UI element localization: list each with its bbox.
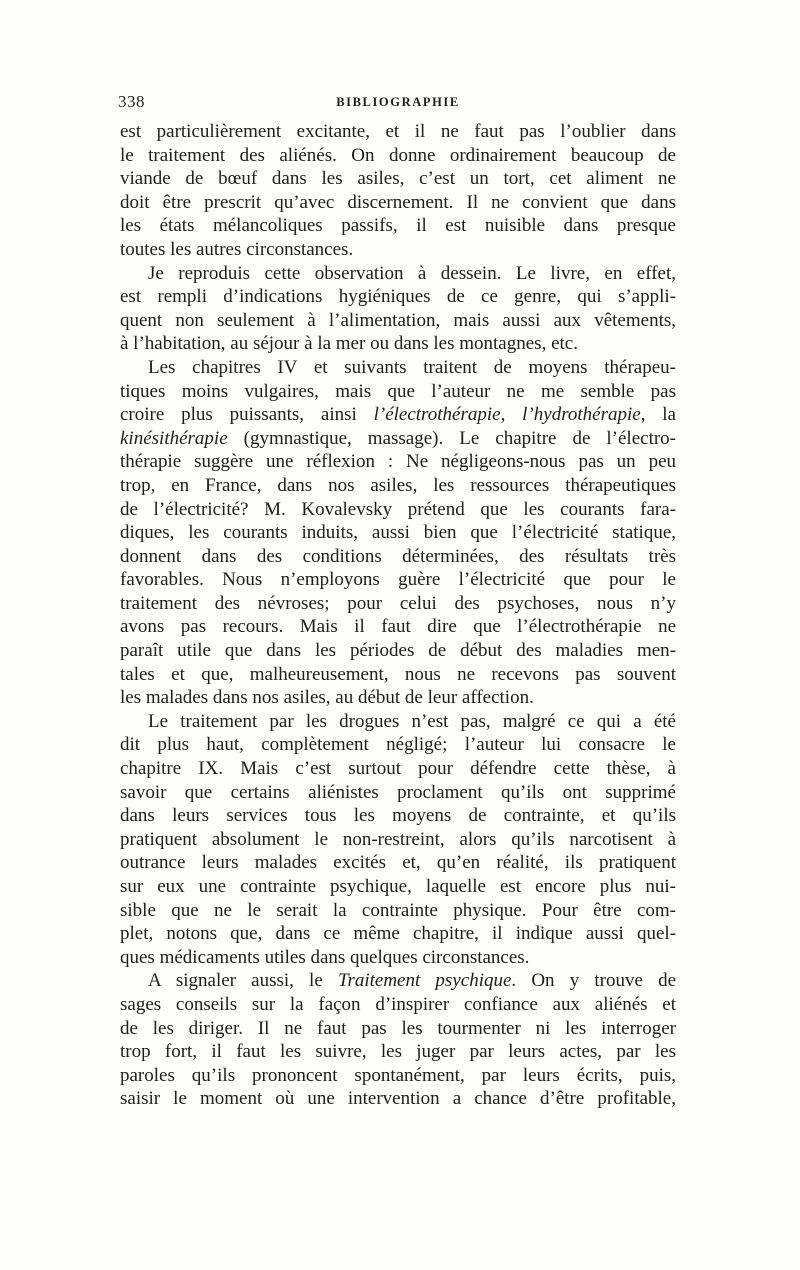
text-line: trop fort, il faut les suivre, les juger par leurs actes, par les bbox=[120, 1041, 676, 1063]
text-line: favorables. Nous n’employons guère l’électricité que pour le bbox=[120, 569, 676, 591]
text-line: le traitement des aliénés. On donne ordinairement beaucoup de bbox=[120, 144, 676, 166]
text-line: Je reproduis cette observation à dessein. Le livre, en effet, bbox=[148, 262, 676, 284]
text-line: saisir le moment où une intervention a chance d’être profitable, bbox=[120, 1088, 676, 1110]
running-title: BIBLIOGRAPHIE bbox=[336, 95, 460, 109]
text-line: viande de bœuf dans les asiles, c’est un tort, cet aliment ne bbox=[120, 168, 676, 190]
text-line: outrance leurs malades excités et, qu’en réalité, ils pratiquent bbox=[120, 852, 676, 874]
text-line: de les diriger. Il ne faut pas les tourmenter ni les interroger bbox=[120, 1017, 676, 1039]
text-line: paroles qu’ils prononcent spontanément, par leurs écrits, puis, bbox=[120, 1064, 676, 1086]
text-line bbox=[120, 403, 676, 427]
text-line: diques, les courants induits, aussi bien que l’électricité statique, bbox=[120, 522, 676, 544]
text-line: de l’électricité? M. Kovalevsky prétend que les courants fara- bbox=[120, 498, 676, 520]
text-line: traitement des névroses; pour celui des psychoses, nous n’y bbox=[120, 592, 676, 614]
italic-term: l’hydrothérapie bbox=[522, 404, 641, 426]
text-line: thérapie suggère une réflexion : Ne négligeons-nous pas un peu bbox=[120, 451, 676, 473]
text-span: croire plus puissants, ainsi bbox=[120, 404, 374, 426]
text-span: , la bbox=[640, 404, 676, 426]
text-line: paraît utile que dans les périodes de début des maladies men- bbox=[120, 640, 676, 662]
text-span: . On y trouve de bbox=[511, 970, 677, 992]
text-line: pratiquent absolument le non-restreint, alors qu’ils narcotisent à bbox=[120, 828, 676, 850]
text-line: donnent dans des conditions déterminées, des résultats très bbox=[120, 545, 676, 567]
text-line: sible que ne le serait la contrainte physique. Pour être com- bbox=[120, 899, 676, 921]
text-span: , bbox=[500, 404, 523, 426]
text-line: savoir que certains aliénistes proclament qu’ils ont supprimé bbox=[120, 781, 676, 803]
text-line: Le traitement par les drogues n’est pas, malgré ce qui a été bbox=[148, 710, 676, 732]
text-line: avons pas recours. Mais il faut dire que l’électrothérapie ne bbox=[120, 616, 676, 638]
text-line: dit plus haut, complètement négligé; l’auteur lui consacre le bbox=[120, 734, 676, 756]
text-line: Les chapitres IV et suivants traitent de moyens thérapeu- bbox=[148, 356, 676, 378]
text-line: plet, notons que, dans ce même chapitre, il indique aussi quel- bbox=[120, 923, 676, 945]
text-line: quent non seulement à l’alimentation, mais aussi aux vêtements, bbox=[120, 309, 676, 331]
text-line: les états mélancoliques passifs, il est nuisible dans presque bbox=[120, 215, 676, 237]
text-line: est rempli d’indications hygiéniques de ce genre, qui s’appli- bbox=[120, 286, 676, 308]
text-line: à l’habitation, au séjour à la mer ou dans les montagnes, etc. bbox=[120, 333, 578, 355]
text-line bbox=[120, 969, 676, 993]
italic-term: kinésithérapie bbox=[120, 427, 228, 449]
text-span: A signaler aussi, le bbox=[148, 970, 338, 992]
text-line: est particulièrement excitante, et il ne faut pas l’oublier dans bbox=[120, 121, 676, 142]
text-line: tiques moins vulgaires, mais que l’auteur ne me semble pas bbox=[120, 380, 676, 402]
body-text bbox=[120, 120, 676, 1111]
page-header bbox=[118, 92, 678, 114]
page-number: 338 bbox=[118, 92, 145, 111]
text-line: sages conseils sur la façon d’inspirer confiance aux aliénés et bbox=[120, 993, 676, 1015]
text-line: tales et que, malheureusement, nous ne recevons pas souvent bbox=[120, 663, 676, 685]
text-line bbox=[120, 427, 676, 451]
text-line: les malades dans nos asiles, au début de leur affection. bbox=[120, 687, 534, 709]
text-line: toutes les autres circonstances. bbox=[120, 238, 354, 260]
text-line: ques médicaments utiles dans quelques circonstances. bbox=[120, 946, 530, 968]
italic-term: Traitement psychique bbox=[337, 970, 512, 992]
text-line: sur eux une contrainte psychique, laquelle est encore plus nui- bbox=[120, 876, 676, 897]
text-line: doit être prescrit qu’avec discernement. Il ne convient que dans bbox=[120, 191, 676, 213]
text-line: dans leurs services tous les moyens de contrainte, et qu’ils bbox=[120, 805, 676, 827]
text-line: chapitre IX. Mais c’est surtout pour défendre cette thèse, à bbox=[120, 758, 676, 780]
text-line: trop, en France, dans nos asiles, les ressources thérapeutiques bbox=[120, 474, 676, 496]
italic-term: l’électrothérapie bbox=[373, 404, 501, 426]
text-span: (gymnastique, massage). Le chapitre de l’électro- bbox=[227, 427, 676, 449]
